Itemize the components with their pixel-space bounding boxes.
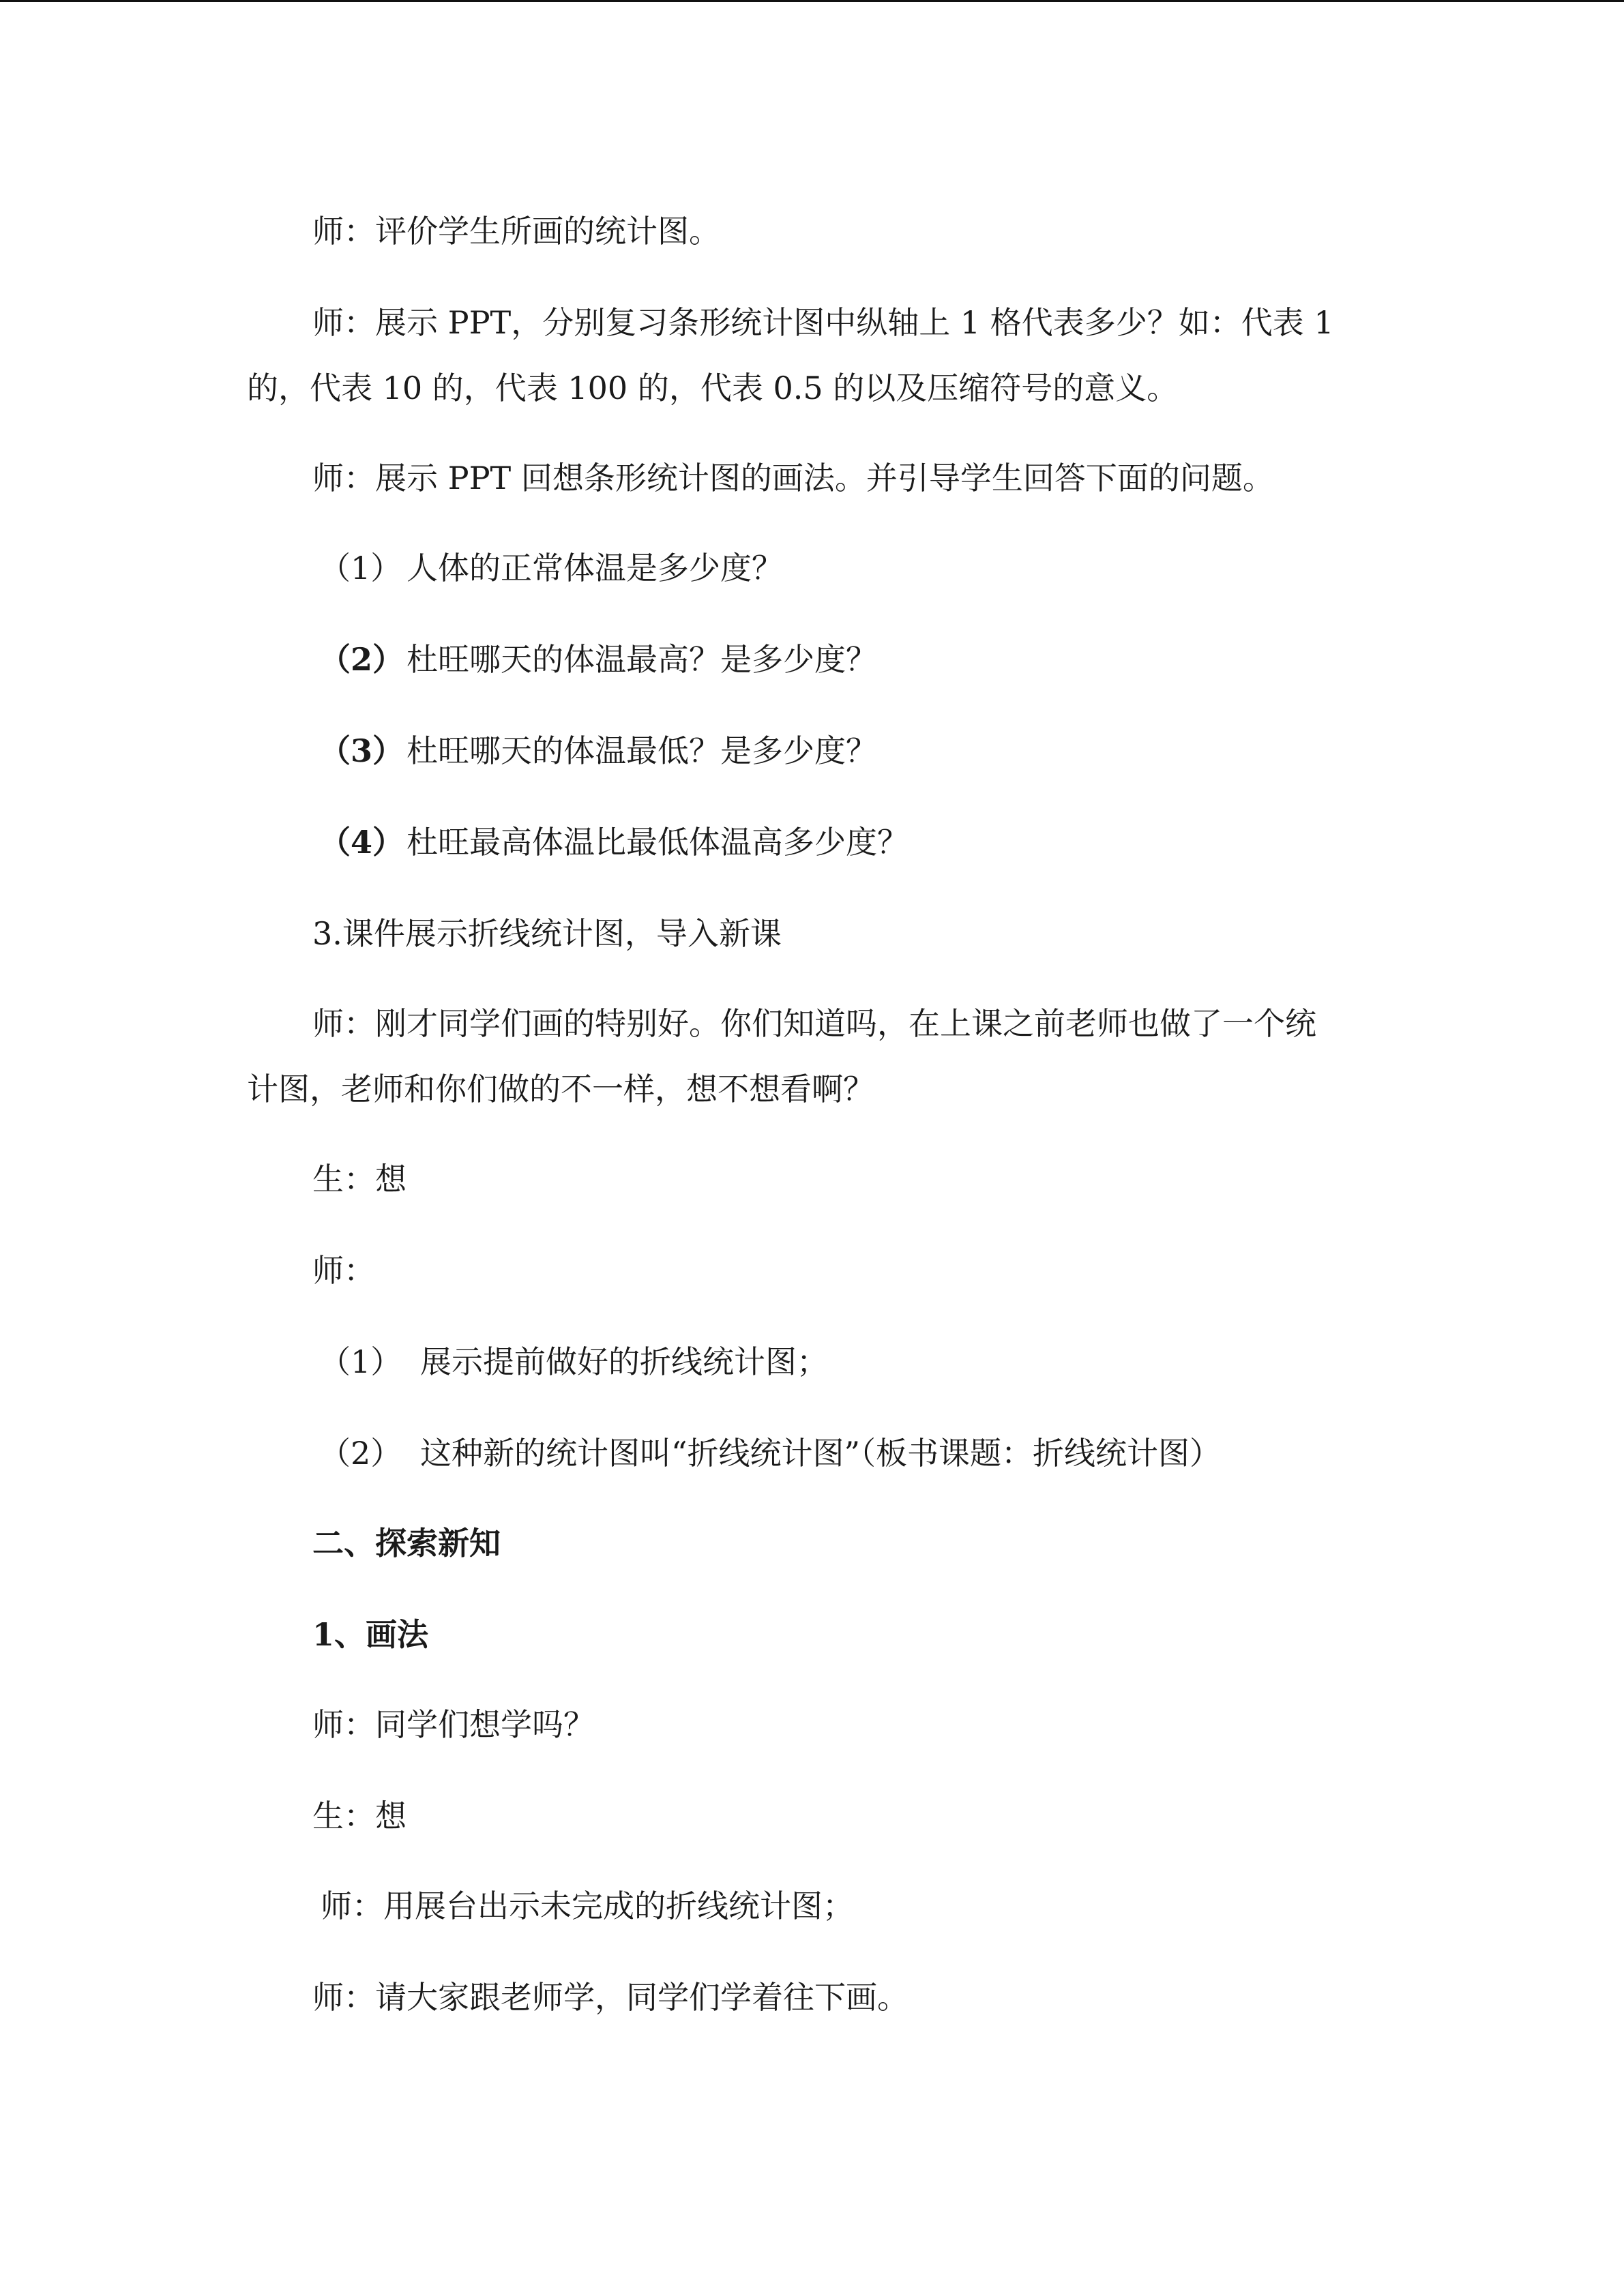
subsection-heading-method: 1、画法 <box>312 1616 429 1653</box>
question-item <box>319 822 909 863</box>
question-text: 杜旺哪天的体温最高？是多少度？ <box>407 641 877 678</box>
section-heading-explore: 二、探索新知 <box>312 1525 501 1562</box>
step-text: 这种新的统计图叫“折线统计图”（板书课题：折线统计图） <box>420 1435 1222 1472</box>
paragraph-evaluate: 师：评价学生所画的统计图。 <box>312 213 720 250</box>
question-number: （2） <box>319 641 404 678</box>
question-number: （3） <box>319 732 404 769</box>
question-number: （4） <box>319 824 404 861</box>
paragraph-teacher-line-1: 师：刚才同学们画的特别好。你们知道吗，在上课之前老师也做了一个统 <box>312 1005 1316 1042</box>
paragraph-teacher-line-2: 计图，老师和你们做的不一样，想不想看啊？ <box>247 1071 874 1107</box>
question-text: 人体的正常体温是多少度？ <box>407 550 783 586</box>
section-heading-3: 3.课件展示折线统计图，导入新课 <box>312 915 782 952</box>
step-item <box>319 1433 1221 1474</box>
paragraph-follow-teacher: 师：请大家跟老师学，同学们学着往下画。 <box>312 1979 909 2016</box>
paragraph-show-chart: 师：用展台出示未完成的折线统计图； <box>321 1888 854 1924</box>
step-number: （1） <box>319 1343 402 1380</box>
step-item <box>319 1341 828 1382</box>
paragraph-review-line-1: 师：展示 PPT，分别复习条形统计图中纵轴上 1 格代表多少？如：代表 1 <box>312 304 1334 341</box>
question-number: （1） <box>319 550 402 586</box>
step-text: 展示提前做好的折线统计图； <box>420 1343 828 1380</box>
paragraph-recall: 师：展示 PPT 回想条形统计图的画法。并引导学生回答下面的问题。 <box>312 460 1274 496</box>
step-number: （2） <box>319 1435 402 1472</box>
paragraph-teacher-question: 师：同学们想学吗？ <box>312 1706 595 1743</box>
question-text: 杜旺哪天的体温最低？是多少度？ <box>407 732 877 769</box>
question-text: 杜旺最高体温比最低体温高多少度？ <box>407 824 909 861</box>
paragraph-review-line-2: 的，代表 10 的，代表 100 的，代表 0.5 的以及压缩符号的意义。 <box>247 370 1179 406</box>
question-item <box>319 639 877 680</box>
question-item <box>319 730 877 771</box>
paragraph-student-reply-2: 生：想 <box>312 1798 407 1834</box>
question-item <box>319 548 783 588</box>
paragraph-student-reply: 生：想 <box>312 1161 407 1197</box>
paragraph-teacher-label: 师： <box>312 1252 375 1289</box>
